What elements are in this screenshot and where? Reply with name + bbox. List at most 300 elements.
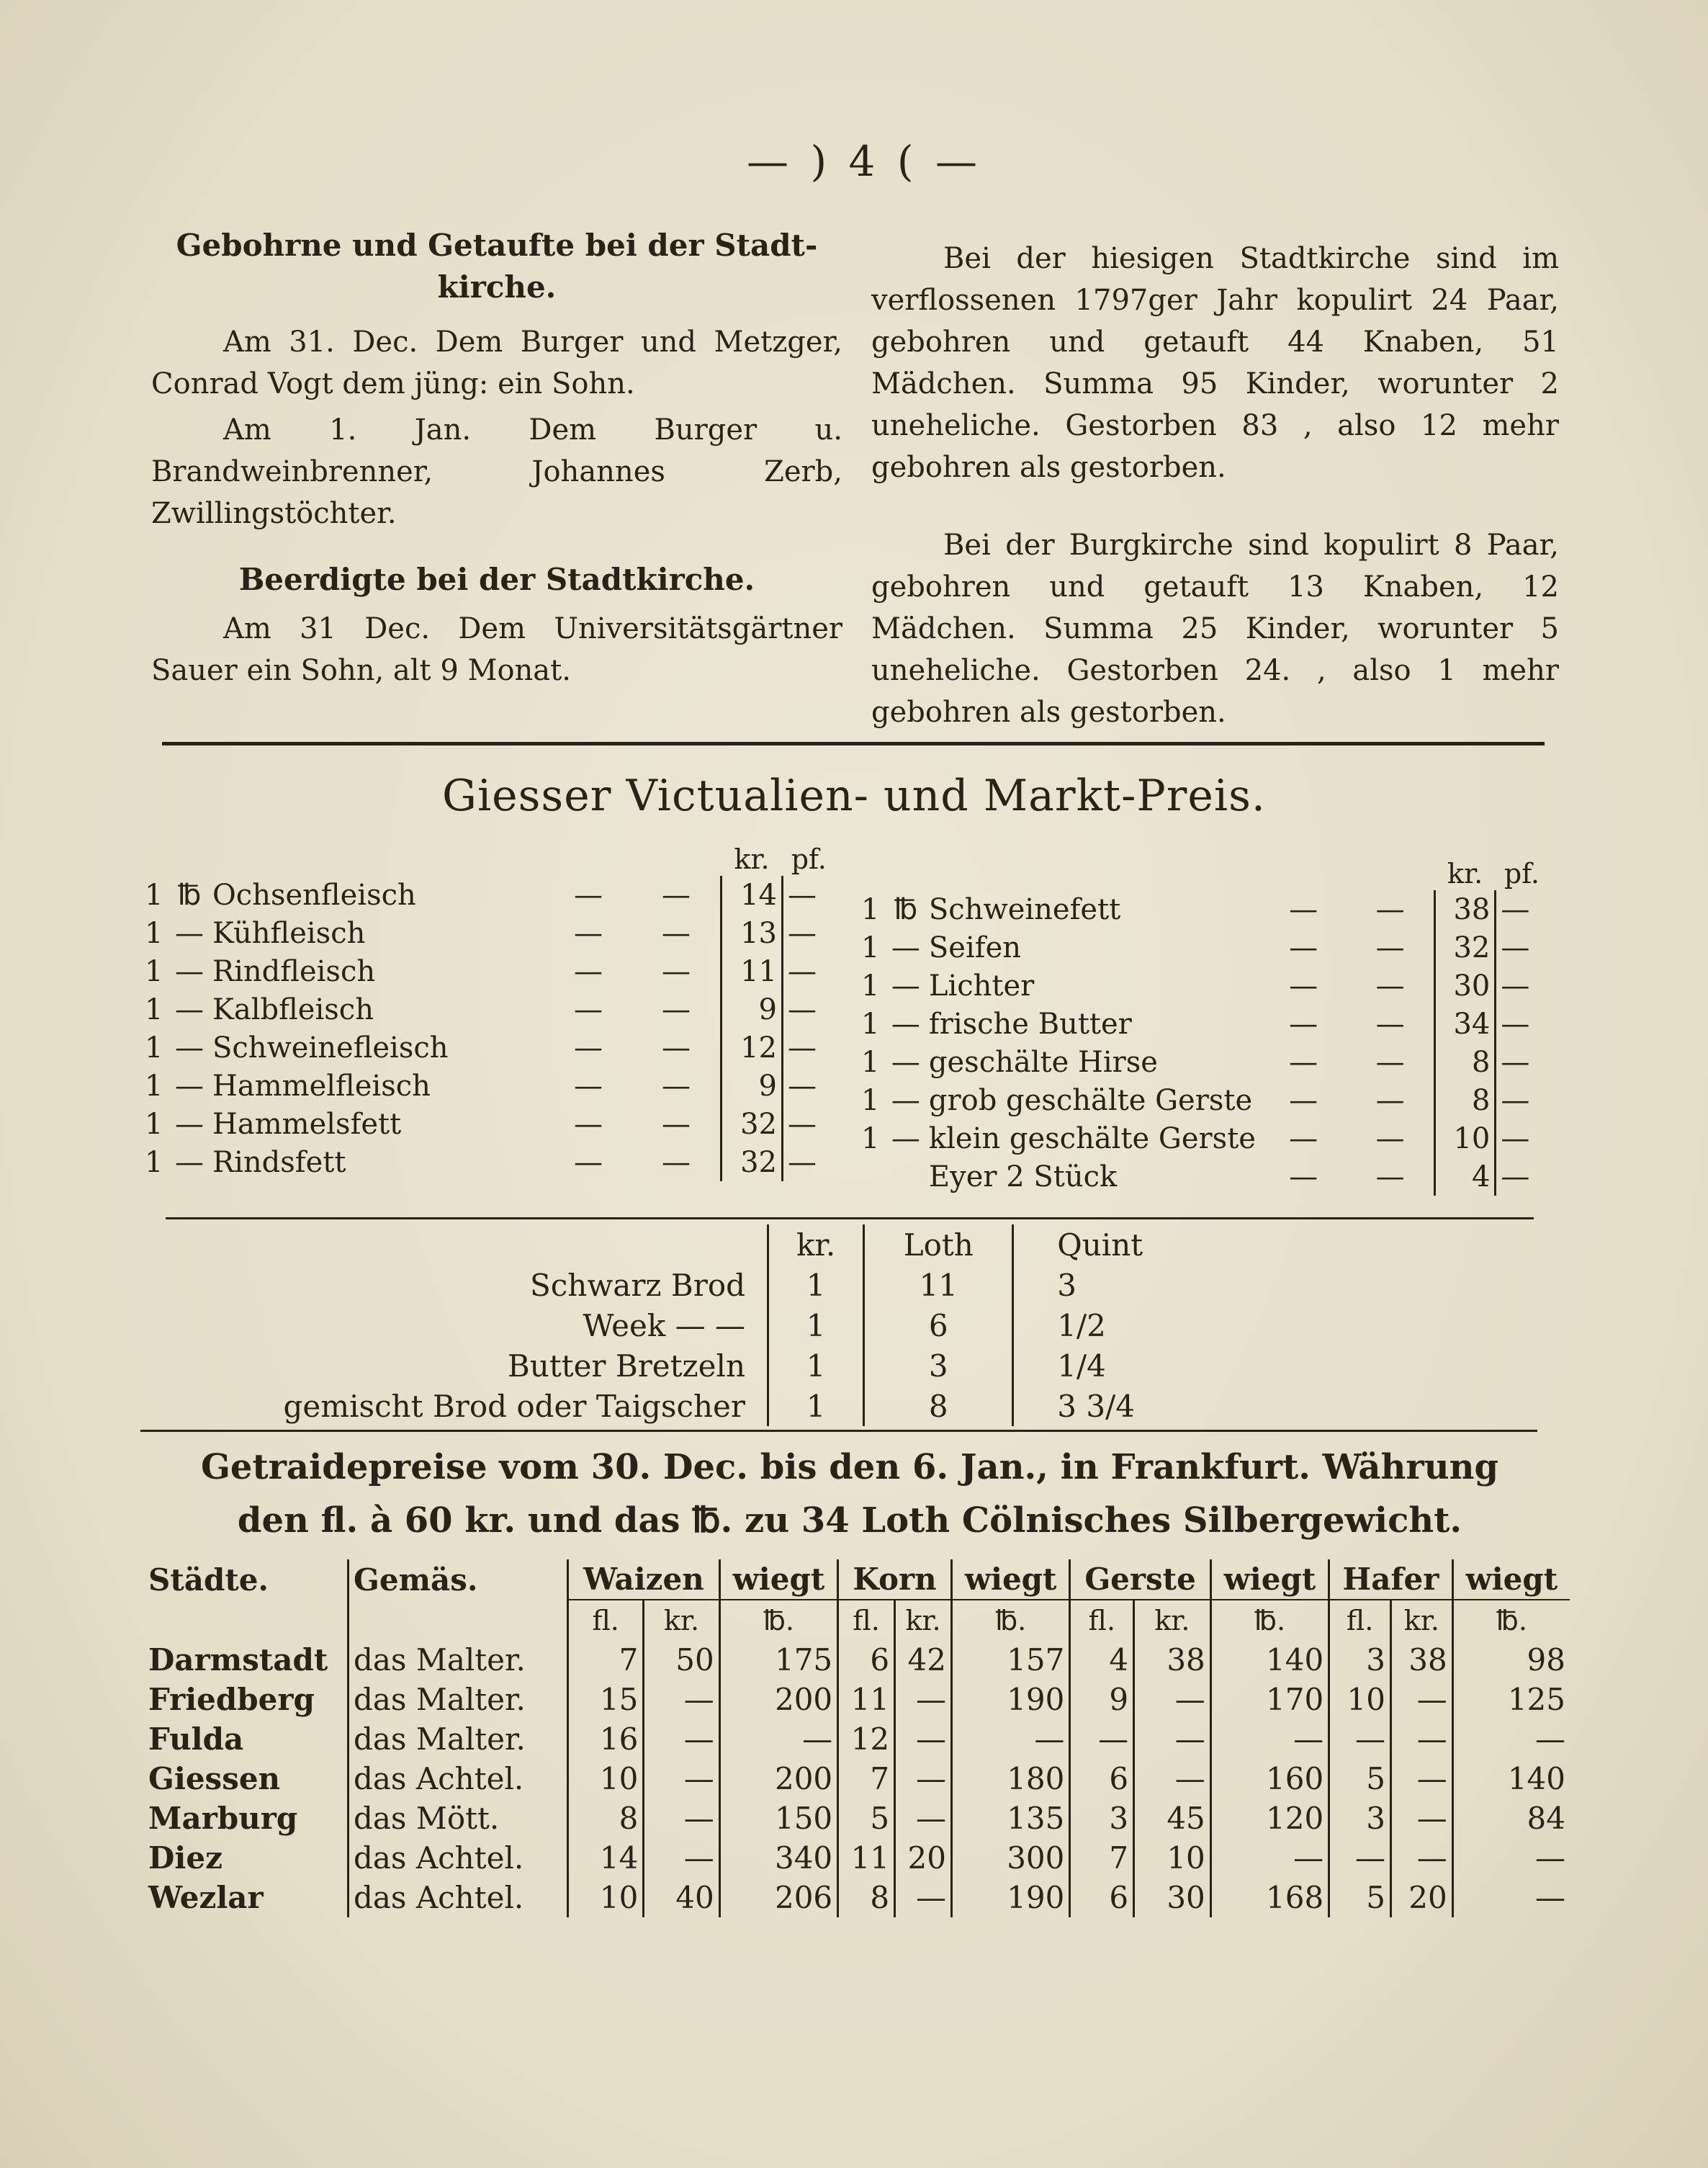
korn-fl: 6	[838, 1640, 895, 1680]
gerste-weight: 160	[1210, 1759, 1329, 1799]
market-row	[857, 1043, 1548, 1081]
market-table-right	[857, 857, 1548, 1196]
gerste-kr: 10	[1134, 1838, 1211, 1878]
korn-kr: —	[895, 1759, 952, 1799]
dash-leader: —	[574, 954, 603, 988]
grain-title	[144, 1441, 1555, 1547]
city-cell: Diez	[148, 1840, 223, 1876]
market-pf: —	[783, 914, 836, 952]
market-item: Hammelsfett	[212, 1107, 402, 1141]
market-kr: 14	[722, 876, 783, 914]
market-kr: 12	[722, 1029, 783, 1067]
market-qty: 1	[861, 1007, 880, 1041]
market-unit: —	[175, 1107, 204, 1141]
market-qty: 1	[861, 892, 880, 926]
hafer-kr: —	[1390, 1680, 1452, 1719]
korn-weight: 190	[951, 1878, 1069, 1917]
dash-leader: —	[1289, 1160, 1318, 1193]
market-item: Schweinefleisch	[212, 1031, 449, 1065]
kr-header: kr.	[1390, 1600, 1452, 1640]
market-item: klein geschälte Gerste	[928, 1121, 1256, 1155]
dash-leader: —	[662, 1031, 691, 1065]
fl-header: fl.	[1070, 1600, 1134, 1640]
gerste-fl: 7	[1070, 1838, 1134, 1878]
market-kr: 32	[722, 1143, 783, 1181]
gerste-weight: 140	[1210, 1640, 1329, 1680]
market-qty: 1	[145, 878, 163, 912]
waizen-weight: 200	[719, 1759, 837, 1799]
kr-header: kr.	[644, 1600, 719, 1640]
bread-quint-header: Quint	[1013, 1224, 1249, 1265]
waizen-kr: —	[644, 1719, 719, 1759]
market-item: Eyer 2 Stück	[928, 1160, 1118, 1193]
kr-header: kr.	[1134, 1600, 1211, 1640]
waizen-weight: 150	[719, 1799, 837, 1838]
market-item: Kühfleisch	[212, 916, 366, 950]
gerste-kr: —	[1134, 1759, 1211, 1799]
fl-header: fl.	[568, 1600, 644, 1640]
bread-row	[205, 1386, 1249, 1426]
staedte-header: Städte.	[148, 1562, 269, 1598]
market-kr: 8	[1434, 1081, 1496, 1119]
market-row	[140, 952, 835, 990]
market-kr: 9	[722, 990, 783, 1029]
market-unit: —	[891, 969, 920, 1003]
market-kr: 38	[1434, 890, 1496, 928]
market-item: Rindfleisch	[212, 954, 376, 988]
market-row	[857, 1157, 1548, 1196]
gerste-kr: 45	[1134, 1799, 1211, 1838]
dash-leader: —	[1289, 892, 1318, 926]
gerste-kr: —	[1134, 1680, 1211, 1719]
korn-kr: 42	[895, 1640, 952, 1680]
hafer-kr: 38	[1390, 1640, 1452, 1680]
grain-title-line1: Getraidepreise vom 30. Dec. bis den 6. Jan., in Frankfurt. Währung	[200, 1447, 1499, 1487]
bread-quint: 1/4	[1013, 1345, 1249, 1386]
fl-header: fl.	[838, 1600, 895, 1640]
korn-weight: —	[951, 1719, 1069, 1759]
hafer-fl: 3	[1329, 1799, 1391, 1838]
bread-row	[205, 1265, 1249, 1305]
waizen-kr: 40	[644, 1878, 719, 1917]
bread-loth-header: Loth	[864, 1224, 1013, 1265]
city-cell: Friedberg	[148, 1682, 315, 1717]
market-row	[857, 1005, 1548, 1043]
market-qty	[857, 1157, 887, 1196]
market-pf: —	[783, 990, 836, 1029]
city-cell: Marburg	[148, 1801, 298, 1836]
births-title: Gebohrne und Getaufte bei der Stadt-kirche.	[176, 228, 818, 305]
market-kr: 32	[722, 1105, 783, 1143]
dash-leader: —	[574, 1031, 603, 1065]
grain-row	[144, 1759, 1570, 1799]
wiegt-header: wiegt	[951, 1559, 1069, 1600]
market-pf: —	[1496, 1081, 1548, 1119]
market-title: Giesser Victualien- und Markt-Preis.	[442, 771, 1266, 821]
market-pf: —	[783, 1105, 836, 1143]
dash-leader: —	[1289, 931, 1318, 964]
hafer-weight: 125	[1452, 1680, 1570, 1719]
grain-row	[144, 1719, 1570, 1759]
dash-leader: —	[662, 954, 691, 988]
measure-cell: das Mött.	[349, 1799, 568, 1838]
bread-name: gemischt Brod oder Taigscher	[283, 1388, 745, 1424]
gerste-weight: 120	[1210, 1799, 1329, 1838]
gerste-fl: 9	[1070, 1680, 1134, 1719]
market-unit: —	[891, 1045, 920, 1079]
market-qty: 1	[145, 1031, 163, 1065]
waizen-fl: 16	[568, 1719, 644, 1759]
korn-weight: 157	[951, 1640, 1069, 1680]
gerste-weight: 168	[1210, 1878, 1329, 1917]
korn-weight: 190	[951, 1680, 1069, 1719]
bread-name: Week — —	[583, 1307, 745, 1343]
hafer-fl: 3	[1329, 1640, 1391, 1680]
hafer-fl: 5	[1329, 1878, 1391, 1917]
dash-leader: —	[574, 1107, 603, 1141]
market-row	[140, 1067, 835, 1105]
market-pf: —	[783, 876, 836, 914]
korn-kr: —	[895, 1878, 952, 1917]
market-pf: —	[783, 1067, 836, 1105]
market-pf: —	[1496, 890, 1548, 928]
korn-fl: 8	[838, 1878, 895, 1917]
birth-entry: Am 31. Dec. Dem Burger und Metzger, Conrad Vogt dem jüng: ein Sohn.	[151, 326, 842, 400]
dash-leader: —	[1289, 969, 1318, 1003]
gerste-fl: —	[1070, 1719, 1134, 1759]
lb-header: ℔.	[951, 1600, 1069, 1640]
burgkirche-summary: Bei der Burgkirche sind kopulirt 8 Paar, gebohren und getauft 13 Knaben, 12 Mädchen. Summa 25 Kinder, worunter 5 uneheliche. Gestorben 24. , also 1 mehr gebohren als gestorben.	[871, 529, 1559, 729]
market-pf: —	[1496, 1005, 1548, 1043]
market-pf: —	[783, 1143, 836, 1181]
gerste-weight: —	[1210, 1719, 1329, 1759]
gemaess-header: Gemäs.	[349, 1559, 568, 1600]
waizen-header: Waizen	[568, 1559, 720, 1600]
market-kr: 34	[1434, 1005, 1496, 1043]
market-row	[140, 1105, 835, 1143]
waizen-fl: 10	[568, 1759, 644, 1799]
market-unit: ℔	[894, 892, 918, 926]
city-cell: Wezlar	[148, 1880, 264, 1915]
market-pf: —	[1496, 967, 1548, 1005]
wiegt-header: wiegt	[1210, 1559, 1329, 1600]
market-row	[140, 990, 835, 1029]
market-row	[140, 1029, 835, 1067]
korn-weight: 135	[951, 1799, 1069, 1838]
hafer-kr: —	[1390, 1799, 1452, 1838]
waizen-kr: —	[644, 1799, 719, 1838]
hafer-fl: 5	[1329, 1759, 1391, 1799]
market-item: Rindsfett	[212, 1145, 346, 1179]
dash-leader: —	[662, 1145, 691, 1179]
korn-header: Korn	[838, 1559, 952, 1600]
dash-leader: —	[1289, 1007, 1318, 1041]
bread-quint: 1/2	[1013, 1305, 1249, 1345]
market-pf: —	[783, 1029, 836, 1067]
measure-cell: das Achtel.	[349, 1759, 568, 1799]
hafer-weight: 84	[1452, 1799, 1570, 1838]
bread-row	[205, 1305, 1249, 1345]
dash-leader: —	[1375, 969, 1405, 1003]
market-kr: 30	[1434, 967, 1496, 1005]
market-row	[140, 1143, 835, 1181]
market-unit: —	[175, 954, 204, 988]
kr-header: kr.	[895, 1600, 952, 1640]
hafer-weight: —	[1452, 1838, 1570, 1878]
dash-leader: —	[574, 993, 603, 1026]
waizen-weight: 340	[719, 1838, 837, 1878]
hafer-weight: —	[1452, 1878, 1570, 1917]
market-item: Schweinefett	[928, 892, 1121, 926]
korn-weight: 180	[951, 1759, 1069, 1799]
hafer-fl: —	[1329, 1719, 1391, 1759]
market-unit: —	[891, 931, 920, 964]
waizen-kr: —	[644, 1838, 719, 1878]
gerste-weight: 170	[1210, 1680, 1329, 1719]
market-row	[857, 967, 1548, 1005]
market-item: Hammelfleisch	[212, 1069, 431, 1103]
waizen-kr: 50	[644, 1640, 719, 1680]
bread-table	[205, 1224, 1249, 1426]
market-pf: —	[1496, 1157, 1548, 1196]
bread-quint: 3	[1013, 1265, 1249, 1305]
market-kr: 8	[1434, 1043, 1496, 1081]
korn-fl: 11	[838, 1680, 895, 1719]
kr-header: kr.	[734, 843, 770, 875]
market-kr: 13	[722, 914, 783, 952]
dash-leader: —	[1375, 1007, 1405, 1041]
korn-fl: 7	[838, 1759, 895, 1799]
market-qty: 1	[145, 916, 163, 950]
market-row	[140, 914, 835, 952]
divider	[166, 1217, 1534, 1219]
bread-loth: 6	[864, 1305, 1013, 1345]
market-unit: —	[891, 1083, 920, 1117]
dash-leader: —	[662, 878, 691, 912]
dash-leader: —	[662, 1069, 691, 1103]
market-qty: 1	[861, 969, 880, 1003]
waizen-fl: 15	[568, 1680, 644, 1719]
measure-cell: das Malter.	[349, 1680, 568, 1719]
grain-title-line2: den fl. à 60 kr. und das ℔. zu 34 Loth Cölnisches Silbergewicht.	[237, 1500, 1462, 1541]
dash-leader: —	[574, 878, 603, 912]
dash-leader: —	[574, 916, 603, 950]
hafer-kr: —	[1390, 1759, 1452, 1799]
market-item: grob geschälte Gerste	[928, 1083, 1253, 1117]
market-pf: —	[1496, 1119, 1548, 1157]
left-column	[151, 225, 842, 691]
market-qty: 1	[145, 1145, 163, 1179]
bread-kr: 1	[768, 1345, 864, 1386]
korn-weight: 300	[951, 1838, 1069, 1878]
hafer-header: Hafer	[1329, 1559, 1453, 1600]
divider	[140, 1430, 1537, 1432]
bread-loth: 8	[864, 1386, 1013, 1426]
gerste-fl: 6	[1070, 1759, 1134, 1799]
lb-header: ℔.	[1452, 1600, 1570, 1640]
market-item: Ochsenfleisch	[212, 878, 416, 912]
market-item: frische Butter	[928, 1007, 1132, 1041]
bread-quint: 3 3/4	[1013, 1386, 1249, 1426]
market-qty: 1	[145, 954, 163, 988]
market-kr: 4	[1434, 1157, 1496, 1196]
gerste-weight: —	[1210, 1838, 1329, 1878]
pf-header: pf.	[791, 843, 827, 875]
grain-row	[144, 1878, 1570, 1917]
waizen-kr: —	[644, 1680, 719, 1719]
korn-kr: —	[895, 1799, 952, 1838]
dash-leader: —	[574, 1145, 603, 1179]
market-qty: 1	[861, 1121, 880, 1155]
korn-kr: —	[895, 1719, 952, 1759]
market-item: Seifen	[928, 931, 1021, 964]
birth-entry: Am 1. Jan. Dem Burger u. Brandweinbrenner, Johannes Zerb, Zwillingstöchter.	[151, 413, 842, 530]
market-unit: ℔	[177, 878, 202, 912]
waizen-weight: —	[719, 1719, 837, 1759]
market-row	[857, 890, 1548, 928]
stadtkirche-summary: Bei der hiesigen Stadtkirche sind im verflossenen 1797ger Jahr kopulirt 24 Paar, gebohren und getauft 44 Knaben, 51 Mädchen. Summa 95 Kinder, worunter 2 uneheliche. Gestorben 83 , also 12 mehr gebohren als gestorben.	[871, 242, 1559, 484]
hafer-fl: —	[1329, 1838, 1391, 1878]
bread-kr-header: kr.	[768, 1224, 864, 1265]
dash-leader: —	[1289, 1121, 1318, 1155]
hafer-kr: —	[1390, 1838, 1452, 1878]
market-pf: —	[783, 952, 836, 990]
bread-loth: 11	[864, 1265, 1013, 1305]
waizen-weight: 175	[719, 1640, 837, 1680]
right-column	[871, 238, 1559, 733]
market-unit: —	[891, 1121, 920, 1155]
market-kr: 11	[722, 952, 783, 990]
dash-leader: —	[1375, 1160, 1405, 1193]
fl-header: fl.	[1329, 1600, 1391, 1640]
market-qty: 1	[145, 993, 163, 1026]
market-qty: 1	[861, 931, 880, 964]
waizen-fl: 10	[568, 1878, 644, 1917]
dash-leader: —	[1375, 1121, 1405, 1155]
dash-leader: —	[1375, 1083, 1405, 1117]
gerste-fl: 4	[1070, 1640, 1134, 1680]
dash-leader: —	[574, 1069, 603, 1103]
market-row	[140, 876, 835, 914]
bread-row	[205, 1345, 1249, 1386]
grain-row	[144, 1838, 1570, 1878]
bread-kr: 1	[768, 1265, 864, 1305]
gerste-fl: 6	[1070, 1878, 1134, 1917]
market-pf: —	[1496, 1043, 1548, 1081]
bread-kr: 1	[768, 1386, 864, 1426]
market-unit	[887, 1157, 925, 1196]
korn-fl: 5	[838, 1799, 895, 1838]
dash-leader: —	[662, 1107, 691, 1141]
dash-leader: —	[1289, 1083, 1318, 1117]
hafer-weight: 98	[1452, 1640, 1570, 1680]
market-pf: —	[1496, 928, 1548, 967]
market-unit: —	[175, 1145, 204, 1179]
waizen-kr: —	[644, 1759, 719, 1799]
pf-header: pf.	[1504, 858, 1540, 890]
market-qty: 1	[145, 1107, 163, 1141]
dash-leader: —	[1375, 1045, 1405, 1079]
grain-table	[144, 1559, 1570, 1917]
market-table-left	[140, 843, 835, 1181]
page-number: — ) 4 ( —	[747, 137, 981, 186]
waizen-fl: 8	[568, 1799, 644, 1838]
waizen-fl: 7	[568, 1640, 644, 1680]
market-item: Kalbfleisch	[212, 993, 374, 1026]
gerste-fl: 3	[1070, 1799, 1134, 1838]
dash-leader: —	[1375, 892, 1405, 926]
market-row	[857, 928, 1548, 967]
hafer-fl: 10	[1329, 1680, 1391, 1719]
korn-fl: 11	[838, 1838, 895, 1878]
gerste-kr: 30	[1134, 1878, 1211, 1917]
waizen-weight: 206	[719, 1878, 837, 1917]
lb-header: ℔.	[719, 1600, 837, 1640]
kr-header: kr.	[1447, 858, 1483, 890]
wiegt-header: wiegt	[1452, 1559, 1570, 1600]
hafer-weight: —	[1452, 1719, 1570, 1759]
burials-title: Beerdigte bei der Stadtkirche.	[238, 562, 755, 597]
bread-loth: 3	[864, 1345, 1013, 1386]
waizen-fl: 14	[568, 1838, 644, 1878]
market-unit: —	[891, 1007, 920, 1041]
bread-name: Butter Bretzeln	[507, 1348, 745, 1384]
city-cell: Darmstadt	[148, 1642, 328, 1677]
grain-row	[144, 1640, 1570, 1680]
measure-cell: das Achtel.	[349, 1838, 568, 1878]
grain-row	[144, 1680, 1570, 1719]
market-qty: 1	[861, 1083, 880, 1117]
dash-leader: —	[662, 993, 691, 1026]
market-row	[857, 1081, 1548, 1119]
lb-header: ℔.	[1210, 1600, 1329, 1640]
burial-entry: Am 31 Dec. Dem Universitätsgärtner Sauer ein Sohn, alt 9 Monat.	[151, 612, 842, 687]
city-cell: Fulda	[148, 1721, 244, 1757]
measure-cell: das Malter.	[349, 1719, 568, 1759]
market-qty: 1	[145, 1069, 163, 1103]
market-qty: 1	[861, 1045, 880, 1079]
korn-fl: 12	[838, 1719, 895, 1759]
market-kr: 10	[1434, 1119, 1496, 1157]
market-kr: 32	[1434, 928, 1496, 967]
dash-leader: —	[1289, 1045, 1318, 1079]
market-unit: —	[175, 1031, 204, 1065]
grain-row	[144, 1799, 1570, 1838]
hafer-kr: —	[1390, 1719, 1452, 1759]
dash-leader: —	[1375, 931, 1405, 964]
market-item: geschälte Hirse	[928, 1045, 1158, 1079]
bread-kr: 1	[768, 1305, 864, 1345]
market-unit: —	[175, 1069, 204, 1103]
city-cell: Giessen	[148, 1761, 281, 1796]
hafer-kr: 20	[1390, 1878, 1452, 1917]
measure-cell: das Achtel.	[349, 1878, 568, 1917]
market-unit: —	[175, 993, 204, 1026]
gerste-header: Gerste	[1070, 1559, 1210, 1600]
wiegt-header: wiegt	[719, 1559, 837, 1600]
market-row	[857, 1119, 1548, 1157]
measure-cell: das Malter.	[349, 1640, 568, 1680]
hafer-weight: 140	[1452, 1759, 1570, 1799]
divider	[162, 742, 1545, 745]
gerste-kr: 38	[1134, 1640, 1211, 1680]
market-kr: 9	[722, 1067, 783, 1105]
dash-leader: —	[662, 916, 691, 950]
korn-kr: 20	[895, 1838, 952, 1878]
market-item: Lichter	[928, 969, 1035, 1003]
market-unit: —	[175, 916, 204, 950]
waizen-weight: 200	[719, 1680, 837, 1719]
